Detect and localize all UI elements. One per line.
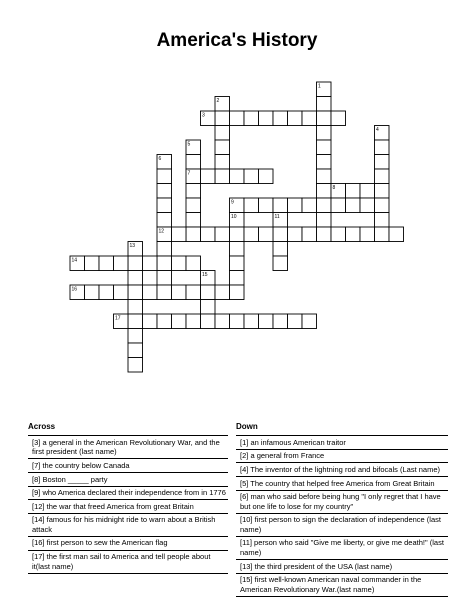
grid-cell[interactable] [389, 227, 404, 242]
grid-cell[interactable] [186, 227, 201, 242]
grid-cell[interactable] [215, 227, 230, 242]
grid-cell[interactable] [128, 271, 143, 286]
grid-cell[interactable] [317, 198, 332, 213]
down-clue-item [236, 537, 448, 560]
down-clue-item [236, 436, 448, 450]
grid-cell[interactable] [273, 111, 288, 126]
across-clue-item [28, 500, 228, 514]
cell-number: 9 [231, 199, 234, 206]
grid-cell[interactable] [230, 271, 245, 286]
grid-cell[interactable] [186, 198, 201, 213]
grid-cell[interactable] [230, 227, 245, 242]
grid-cell[interactable] [114, 256, 129, 271]
clue-number: [5] [240, 478, 249, 488]
grid-cell[interactable] [215, 126, 230, 141]
grid-cell[interactable] [128, 358, 143, 373]
grid-cell[interactable] [346, 184, 361, 199]
grid-cell[interactable] [99, 256, 114, 271]
grid-cell[interactable] [346, 198, 361, 213]
grid-cell[interactable] [273, 314, 288, 329]
grid-cell[interactable] [186, 155, 201, 170]
clue-text: the third president of the USA (last name) [254, 561, 393, 571]
across-clue-list [28, 435, 228, 574]
grid-cell[interactable] [230, 242, 245, 257]
clue-text: man who said before being hung "I only regret that I have but one life to lose for my country" [240, 492, 441, 511]
clue-text: The country that helped free America from Great Britain [250, 478, 435, 488]
grid-cell[interactable] [375, 213, 390, 228]
puzzle-title: America's History [156, 30, 318, 51]
grid-cell[interactable] [375, 227, 390, 242]
grid-cell[interactable] [360, 198, 375, 213]
grid-cell[interactable] [128, 300, 143, 315]
grid-cell[interactable] [288, 111, 303, 126]
grid-cell[interactable] [317, 213, 332, 228]
clue-number: [15] [240, 575, 253, 585]
grid-cell[interactable] [99, 285, 114, 300]
clue-text: the country below Canada [42, 460, 130, 470]
grid-cell[interactable] [157, 169, 172, 184]
grid-cell[interactable] [128, 343, 143, 358]
clue-text: famous for his midnight ride to warn about a British attack [32, 515, 216, 534]
grid-cell[interactable] [259, 169, 274, 184]
grid-cell[interactable] [157, 184, 172, 199]
down-clue-list [236, 435, 448, 597]
across-clue-item [28, 436, 228, 459]
across-clue-item [28, 473, 228, 487]
clue-text: person who said "Give me liberty, or give me death!" (last name) [240, 538, 444, 558]
cell-number: 14 [71, 257, 78, 264]
grid-cell[interactable] [128, 329, 143, 344]
grid-cell[interactable] [143, 314, 158, 329]
clue-number: [13] [240, 561, 253, 571]
down-clue-item [236, 463, 448, 477]
grid-cell[interactable] [331, 111, 346, 126]
grid-cell[interactable] [201, 227, 216, 242]
down-clue-item [236, 574, 448, 597]
grid-cell[interactable] [215, 155, 230, 170]
grid-cell[interactable] [259, 227, 274, 242]
clue-number: [9] [32, 488, 41, 498]
grid-cell[interactable] [157, 314, 172, 329]
grid-cell[interactable] [273, 198, 288, 213]
cell-number: 8 [332, 185, 336, 191]
grid-cell[interactable] [157, 285, 172, 300]
grid-cell[interactable] [375, 140, 390, 155]
cell-number: 3 [202, 112, 205, 119]
grid-cell[interactable] [375, 184, 390, 199]
clue-text: first person to sew the American flag [46, 538, 168, 548]
grid-cell[interactable] [375, 169, 390, 184]
grid-cell[interactable] [186, 213, 201, 228]
grid-cell[interactable] [302, 314, 317, 329]
down-clue-item [236, 491, 448, 514]
clue-number: [6] [240, 492, 249, 502]
grid-cell[interactable] [331, 227, 346, 242]
grid-cell[interactable] [302, 227, 317, 242]
grid-cell[interactable] [186, 256, 201, 271]
across-clue-item [28, 551, 228, 574]
grid-cell[interactable] [317, 140, 332, 155]
grid-cell[interactable] [244, 314, 259, 329]
grid-cell[interactable] [157, 256, 172, 271]
grid-cell[interactable] [201, 300, 216, 315]
down-clues-section [236, 422, 448, 597]
grid-cell[interactable] [201, 314, 216, 329]
across-clue-item [28, 487, 228, 501]
grid-cell[interactable] [215, 285, 230, 300]
grid-cell[interactable] [259, 198, 274, 213]
cell-number: 4 [376, 127, 379, 133]
down-clue-item [236, 450, 448, 464]
clue-text: first well-known American naval commander in the American Revolutionary War.(last name) [240, 575, 422, 594]
grid-cell[interactable] [230, 169, 245, 184]
grid-cell[interactable] [172, 256, 187, 271]
clue-text: an infamous American traitor [250, 437, 346, 447]
clue-text: The inventor of the lightning rod and bifocals (Last name) [250, 464, 440, 474]
grid-cell[interactable] [331, 198, 346, 213]
grid-cell[interactable] [346, 227, 361, 242]
cell-number: 16 [71, 286, 78, 293]
clue-number: [16] [32, 538, 45, 548]
across-clue-item [28, 514, 228, 537]
grid-cell[interactable] [157, 213, 172, 228]
grid-cell[interactable] [201, 169, 216, 184]
grid-cell[interactable] [215, 314, 230, 329]
grid-cell[interactable] [186, 184, 201, 199]
cell-number: 2 [216, 98, 220, 104]
grid-cell[interactable] [215, 140, 230, 155]
across-clue-item [28, 459, 228, 473]
grid-cell[interactable] [114, 285, 129, 300]
grid-cell[interactable] [317, 169, 332, 184]
cell-number: 13 [129, 243, 136, 249]
cell-number: 11 [274, 214, 280, 220]
grid-cell[interactable] [317, 111, 332, 126]
clue-text: a general in the American Revolutionary War, and the first president (last name) [32, 437, 220, 457]
grid-cell[interactable] [302, 198, 317, 213]
grid-cell[interactable] [157, 242, 172, 257]
grid-cell[interactable] [157, 271, 172, 286]
clue-number: [12] [32, 501, 45, 511]
cell-number: 6 [158, 156, 162, 162]
cell-number: 17 [115, 315, 121, 322]
down-clue-item [236, 514, 448, 537]
grid-cell[interactable] [172, 314, 187, 329]
clue-number: [10] [240, 515, 253, 525]
grid-cell[interactable] [375, 198, 390, 213]
across-clues-section [28, 422, 228, 574]
grid-cell[interactable] [360, 227, 375, 242]
clue-number: [17] [32, 552, 45, 562]
grid-cell[interactable] [172, 285, 187, 300]
clue-number: [1] [240, 437, 249, 447]
grid-cell[interactable] [186, 285, 201, 300]
cell-number: 5 [187, 141, 191, 148]
clue-number: [14] [32, 515, 45, 525]
grid-cell[interactable] [288, 314, 303, 329]
down-clue-item [236, 477, 448, 491]
clue-text: a general from France [250, 451, 325, 461]
grid-cell[interactable] [244, 227, 259, 242]
grid-cell[interactable] [85, 256, 100, 271]
grid-cell[interactable] [215, 169, 230, 184]
clue-text: first person to sign the declaration of independence (last name) [240, 515, 441, 534]
down-heading: Down [236, 422, 258, 431]
grid-cell[interactable] [317, 97, 332, 112]
grid-cell[interactable] [186, 314, 201, 329]
grid-cell[interactable] [244, 198, 259, 213]
across-heading: Across [28, 422, 56, 431]
grid-cell[interactable] [244, 111, 259, 126]
clue-number: [2] [240, 451, 249, 461]
grid-cell[interactable] [273, 227, 288, 242]
cell-number: 10 [231, 214, 237, 220]
cell-number: 15 [202, 272, 208, 278]
grid-cell[interactable] [375, 155, 390, 170]
grid-cell[interactable] [317, 184, 332, 199]
clue-number: [8] [32, 474, 41, 484]
grid-cell[interactable] [317, 227, 332, 242]
clue-text: the first man sail to America and tell people about it(last name) [32, 552, 211, 571]
grid-cell[interactable] [360, 184, 375, 199]
grid-cell[interactable] [273, 256, 288, 271]
grid-cell[interactable] [317, 126, 332, 141]
grid-cell[interactable] [230, 111, 245, 126]
grid-cell[interactable] [128, 285, 143, 300]
grid-cell[interactable] [244, 169, 259, 184]
grid-cell[interactable] [259, 111, 274, 126]
grid-cell[interactable] [288, 227, 303, 242]
grid-cell[interactable] [302, 111, 317, 126]
grid-cell[interactable] [230, 256, 245, 271]
grid-cell[interactable] [201, 285, 216, 300]
grid-cell[interactable] [288, 198, 303, 213]
cell-number: 12 [158, 228, 165, 235]
grid-cell[interactable] [85, 285, 100, 300]
grid-cell[interactable] [230, 314, 245, 329]
grid-cell[interactable] [143, 285, 158, 300]
grid-cell[interactable] [317, 155, 332, 170]
clue-text: Boston _____ party [42, 474, 108, 484]
clue-text: who America declared their independence from in 1776 [42, 488, 226, 498]
grid-cell[interactable] [128, 314, 143, 329]
grid-cell[interactable] [128, 256, 143, 271]
clue-number: [7] [32, 460, 41, 470]
grid-cell[interactable] [259, 314, 274, 329]
grid-cell[interactable] [172, 227, 187, 242]
clue-text: the war that freed America from great Britain [46, 501, 194, 511]
clue-number: [3] [32, 437, 41, 447]
across-clue-item [28, 537, 228, 551]
grid-cell[interactable] [230, 285, 245, 300]
clue-number: [4] [240, 464, 249, 474]
grid-cell[interactable] [157, 198, 172, 213]
cell-number: 7 [187, 170, 191, 177]
cell-number: 1 [318, 83, 321, 90]
clue-number: [11] [240, 538, 252, 548]
grid-cell[interactable] [273, 242, 288, 257]
grid-cell[interactable] [215, 111, 230, 126]
grid-cell[interactable] [143, 256, 158, 271]
down-clue-item [236, 560, 448, 574]
